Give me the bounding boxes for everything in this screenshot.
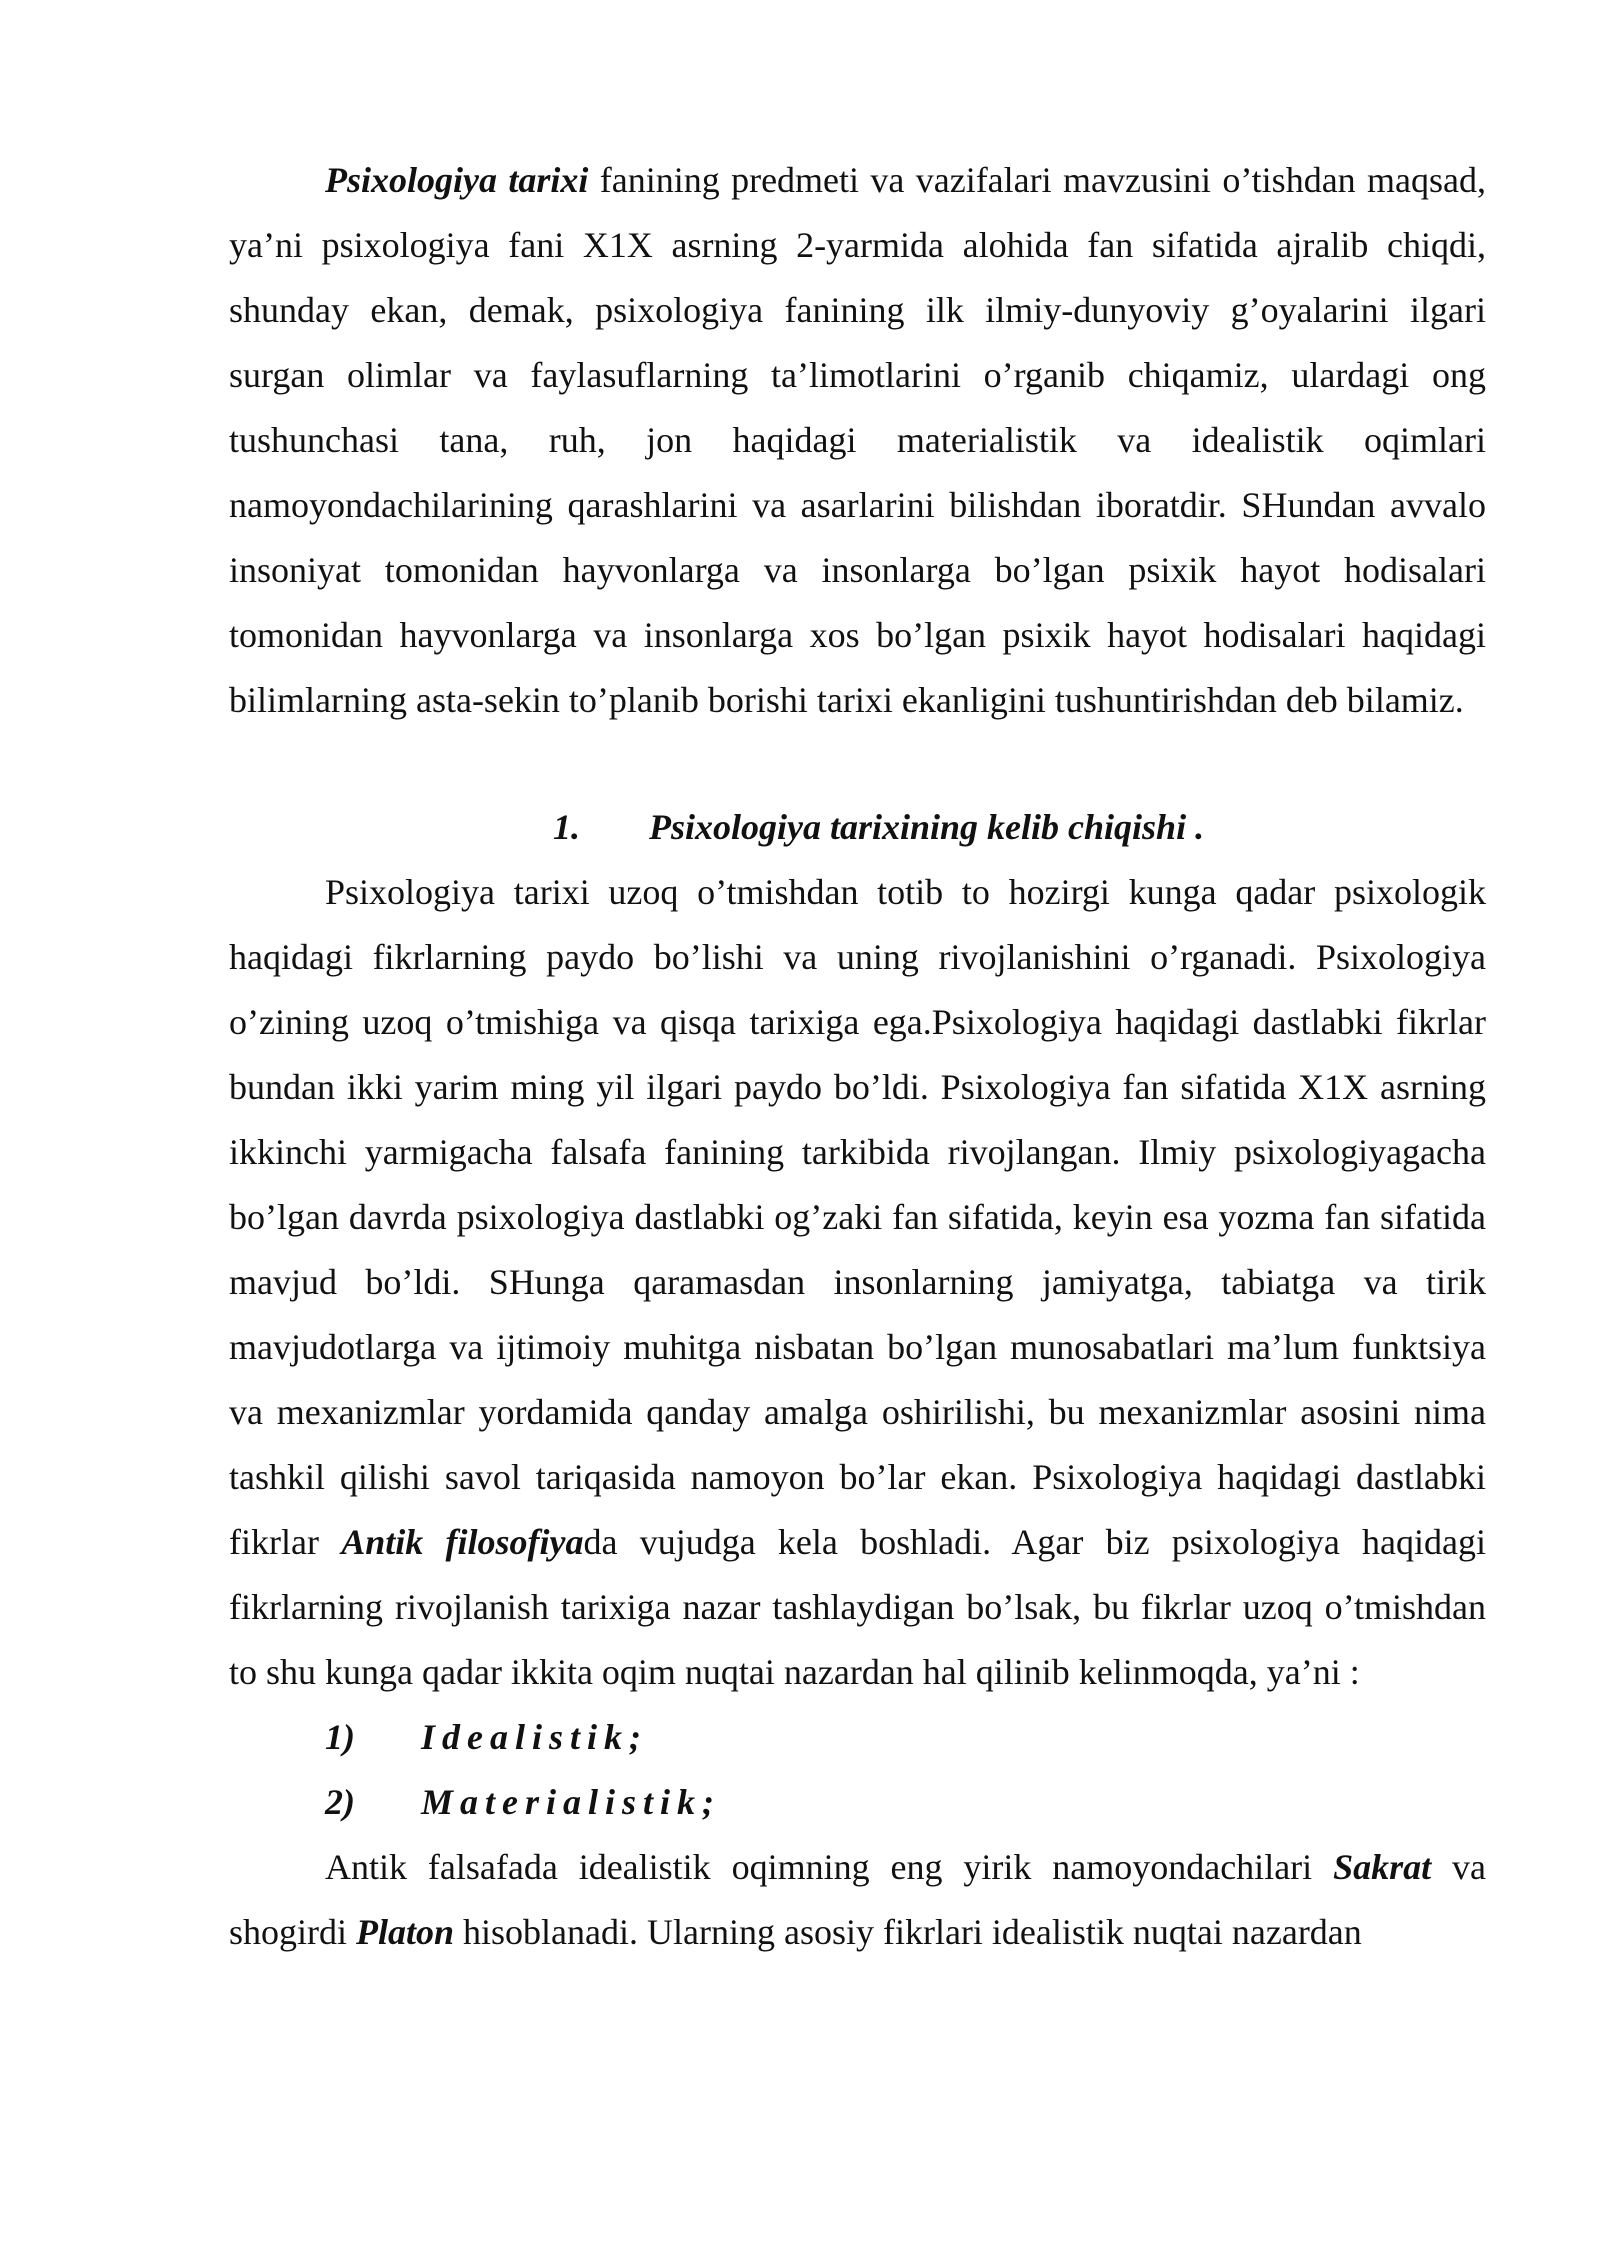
paragraph-gap [229, 733, 1486, 795]
list-item [229, 1770, 1486, 1835]
document-body [229, 148, 1486, 1965]
antique-text-before: Antik falsafada idealistik oqimning eng yirik namoyondachilari [325, 1847, 1334, 1887]
antique-text-after: hisoblanadi. Ularning asosiy fikrlari idealistik nuqtai nazardan [454, 1912, 1362, 1952]
antique-paragraph [229, 1835, 1486, 1965]
section-heading [229, 795, 1486, 860]
history-emphasis: Antik filosofiya [341, 1522, 584, 1562]
section-heading-title: Psixologiya tarixining kelib chiqishi . [649, 807, 1205, 847]
intro-paragraph [229, 148, 1486, 733]
list-item-text: Materialistik; [421, 1782, 722, 1822]
section-heading-number: 1. [553, 807, 580, 847]
antique-text-middle: va shogirdi [229, 1847, 1486, 1952]
name-sakrat: Sakrat [1333, 1847, 1432, 1887]
history-text-before: Psixologiya tarixi uzoq o’tmishdan totib to hozirgi kunga qadar psixologik haqidagi fikrlarning paydo bo’lishi va uning rivojlanishini o’rganadi. Psixologiya o’zining uzoq o’tmishiga va qisqa tarixiga ega.Psixologiya haqidagi dastlabki fikrlar bundan ikki yarim ming yil ilgari paydo bo’ldi. Psixologiya fan sifatida X1X asrning ikkinchi yarmigacha falsafa fanining tarkibida rivojlangan. Ilmiy psixologiyagacha bo’lgan davrda psixologiya dastlabki og’zaki fan sifatida, keyin esa yozma fan sifatida mavjud bo’ldi. SHunga qaramasdan insonlarning jamiyatga, tabiatga va tirik mavjudotlarga va ijtimoiy muhitga nisbatan bo’lgan munosabatlari ma’lum funktsiya va mexanizmlar yordamida qanday amalga oshirilishi, bu mexanizmlar asosini nima tashkil qilishi savol tariqasida namoyon bo’lar ekan. Psixologiya haqidagi dastlabki fikrlar [229, 872, 1486, 1562]
history-text-after: da vujudga kela boshladi. Agar biz psixologiya haqidagi fikrlarning rivojlanish tarixiga nazar tashlaydigan bo’lsak, bu fikrlar uzoq o’tmishdan to shu kunga qadar ikkita oqim nuqtai nazardan hal qilinib kelinmoqda, ya’ni : [229, 1522, 1487, 1692]
list-item [229, 1705, 1486, 1770]
list-item-number: 2) [325, 1782, 355, 1822]
intro-emphasis: Psixologiya tarixi [325, 160, 589, 200]
name-platon: Platon [356, 1912, 455, 1952]
history-paragraph [229, 860, 1486, 1705]
list-item-text: Idealistik; [421, 1717, 648, 1757]
intro-text: fanining predmeti va vazifalari mavzusini o’tishdan maqsad, ya’ni psixologiya fani X1X asrning 2-yarmida alohida fan sifatida ajralib chiqdi, shunday ekan, demak, psixologiya fanining ilk ilmiy-dunyoviy g’oyalarini ilgari surgan olimlar va faylasuflarning ta’limotlarini o’rganib chiqamiz, ulardagi ong tushunchasi tana, ruh, jon haqidagi materialistik va idealistik oqimlari namoyondachilarining qarashlarini va asarlarini bilishdan iboratdir. SHundan avvalo insoniyat tomonidan hayvonlarga va insonlarga bo’lgan psixik hayot hodisalari tomonidan hayvonlarga va insonlarga xos bo’lgan psixik hayot hodisalari haqidagi bilimlarning asta-sekin to’planib borishi tarixi ekanligini tushuntirishdan deb bilamiz. [229, 160, 1486, 720]
list-item-number: 1) [325, 1717, 355, 1757]
